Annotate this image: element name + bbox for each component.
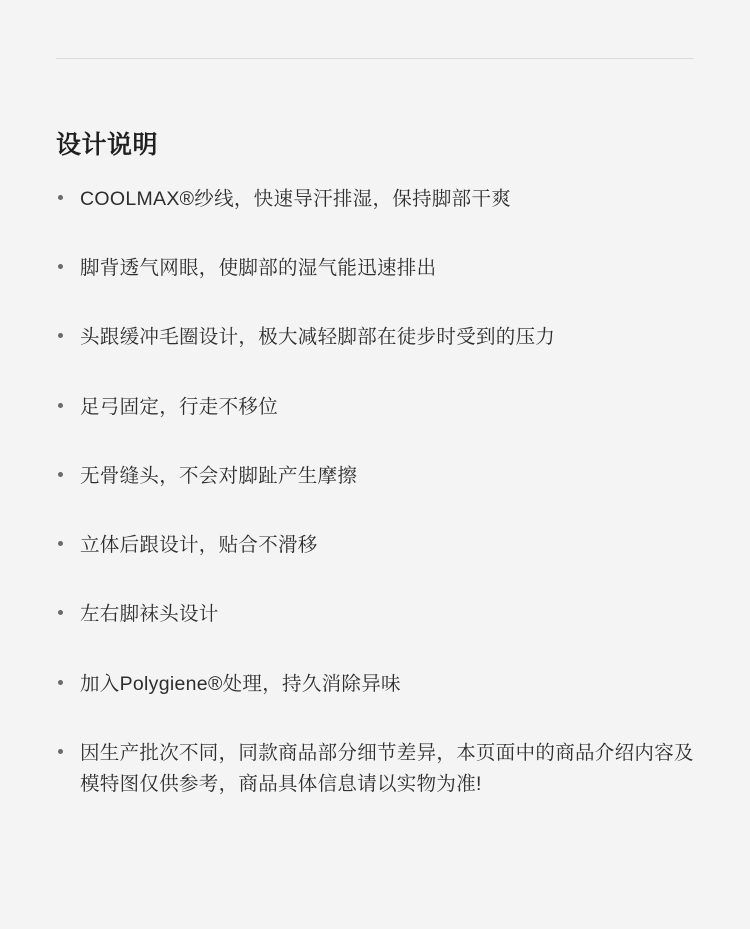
list-item-label: 左右脚袜头设计 bbox=[80, 603, 219, 626]
list-item bbox=[56, 669, 704, 699]
list-item bbox=[56, 184, 704, 214]
bullet-icon bbox=[58, 403, 63, 408]
list-item-label: 无骨缝头，不会对脚趾产生摩擦 bbox=[80, 464, 358, 487]
list-item bbox=[56, 530, 704, 560]
list-item-label: 因生产批次不同，同款商品部分细节差异，本页面中的商品介绍内容及模特图仅供参考，商品具体信息请以实物为准! bbox=[80, 741, 694, 796]
feature-list bbox=[56, 184, 704, 801]
list-item-label: 立体后跟设计，贴合不滑移 bbox=[80, 534, 318, 557]
bullet-icon bbox=[58, 749, 63, 754]
list-item-label: 加入Polygiene®处理，持久消除异味 bbox=[80, 672, 401, 695]
list-item bbox=[56, 253, 704, 283]
list-item bbox=[56, 322, 704, 352]
list-item bbox=[56, 599, 704, 629]
bullet-icon bbox=[58, 541, 63, 546]
bullet-icon bbox=[58, 264, 63, 269]
bullet-icon bbox=[58, 680, 63, 685]
list-item-label: 足弓固定，行走不移位 bbox=[80, 395, 279, 418]
bullet-icon bbox=[58, 195, 63, 200]
bullet-icon bbox=[58, 610, 63, 615]
bullet-icon bbox=[58, 472, 63, 477]
list-item bbox=[56, 392, 704, 422]
list-item-label: COOLMAX®纱线，快速导汗排湿，保持脚部干爽 bbox=[80, 188, 512, 210]
top-divider bbox=[56, 58, 694, 59]
list-item bbox=[56, 461, 704, 491]
list-item-label: 脚背透气网眼，使脚部的湿气能迅速排出 bbox=[80, 257, 437, 280]
bullet-icon bbox=[58, 333, 63, 338]
list-item bbox=[56, 738, 704, 801]
page-title: 设计说明 bbox=[56, 130, 159, 159]
list-item-label: 头跟缓冲毛圈设计，极大减轻脚部在徒步时受到的压力 bbox=[80, 326, 556, 349]
